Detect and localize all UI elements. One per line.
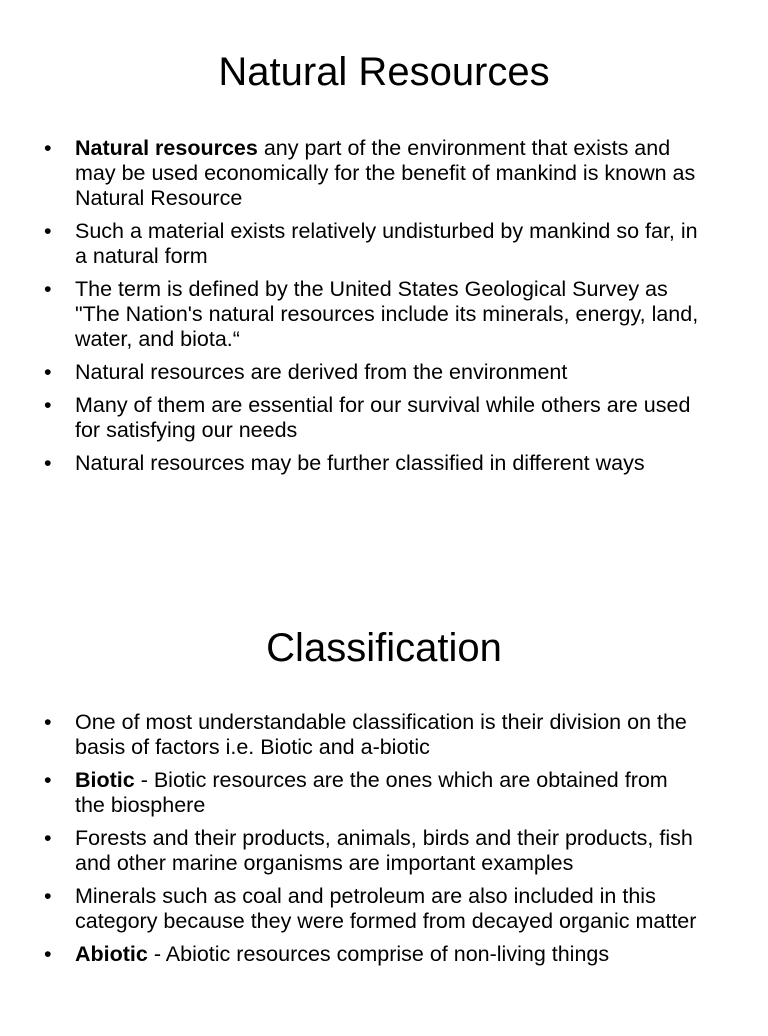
bullet-dot-icon: • [44,710,52,734]
bullet-text: Natural resources may be further classified in different ways [75,451,645,475]
bullet-item [0,884,700,934]
bullet-dot-icon: • [44,393,52,417]
bullet-item [0,768,700,818]
bullet-item [0,136,700,211]
bullet-item [0,393,700,443]
bullet-item [0,826,700,876]
bullet-item [0,451,700,476]
bullet-term: Natural resources [75,136,258,160]
bullet-dot-icon: • [44,451,52,475]
bullet-dot-icon: • [44,277,52,301]
slide-classification [0,576,768,1036]
bullet-item [0,710,700,760]
bullet-dot-icon: • [44,884,52,908]
bullet-dot-icon: • [44,219,52,243]
bullet-text: One of most understandable classification is their division on the basis of factors i.e. Biotic and a-biotic [75,710,687,759]
bullet-text: The term is defined by the United States Geological Survey as "The Nation's natural resources include its minerals, energy, land, water, and biota.“ [75,277,699,351]
bullet-dot-icon: • [44,136,52,160]
bullet-item [0,942,700,967]
bullet-text: Forests and their products, animals, birds and their products, fish and other marine organisms are important examples [75,826,693,875]
bullet-dot-icon: • [44,768,52,792]
bullet-item [0,360,700,385]
bullet-term: Biotic [75,768,135,792]
bullet-dot-icon: • [44,360,52,384]
bullet-term: Abiotic [75,942,148,966]
slide-title: Natural Resources [218,50,550,94]
bullet-dot-icon: • [44,826,52,850]
bullet-text: Such a material exists relatively undisturbed by mankind so far, in a natural form [75,219,698,268]
bullet-text: - Biotic resources are the ones which are obtained from the biosphere [75,768,668,817]
bullet-text: Natural resources are derived from the environment [75,360,568,384]
bullet-item [0,277,700,352]
slide-title: Classification [266,626,502,670]
bullet-list [0,136,700,484]
bullet-list [0,710,700,975]
bullet-text: any part of the environment that exists and may be used economically for the benefit of mankind is known as Natural Resource [75,136,696,210]
bullet-dot-icon: • [44,942,52,966]
bullet-text: Minerals such as coal and petroleum are also included in this category because they were formed from decayed organic matter [75,884,697,933]
bullet-text: - Abiotic resources comprise of non-living things [147,942,610,966]
bullet-item [0,219,700,269]
bullet-text: Many of them are essential for our survival while others are used for satisfying our needs [75,393,691,442]
